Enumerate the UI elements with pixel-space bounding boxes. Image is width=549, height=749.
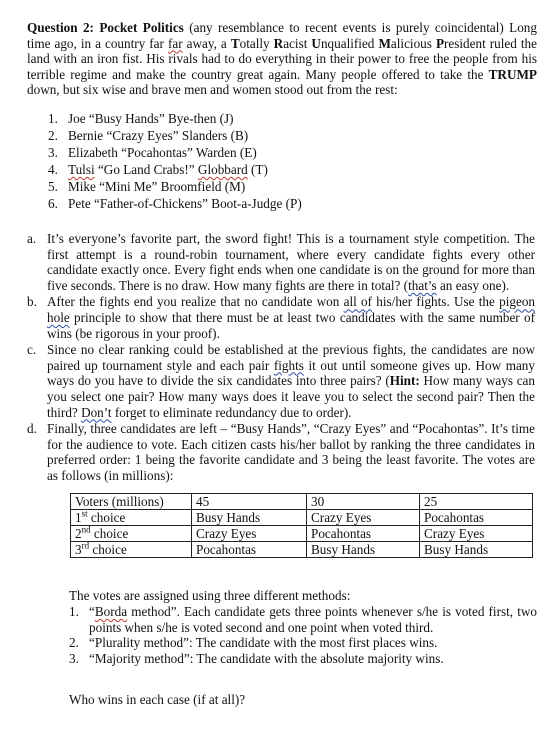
trump-bold: TRUMP xyxy=(488,66,537,82)
list-item: 4. Tulsi “Go Land Crabs!” Globbard (T) xyxy=(48,161,268,177)
list-item: 2. Bernie “Crazy Eyes” Slanders (B) xyxy=(48,127,249,143)
part-c: c. Since no clear ranking could be established at the previous fights, the candidates are now paired up tournament style and each pair fights it out until someone gives up. How many ways do you have to divide the six candidates into three pairs? (Hint: How many ways can you select one pair? How many ways does it leave you to select the second pair? Then the third? Don’t forget to eliminate redundancy due to order). xyxy=(27,342,536,420)
spelling-flag-far: far xyxy=(167,35,183,51)
part-b: b. After the fights end you realize that no candidate won all of his/her fights. Use the pigeon hole principle to show that there must be at least two candidates with the same number of wins (be rigorous in your proof). xyxy=(27,294,536,341)
table-row: 2nd choice Crazy Eyes Pocahontas Crazy Eyes xyxy=(71,526,533,542)
document-page xyxy=(27,20,537,708)
question-intro: Question 2: Pocket Politics (any resemblance to recent events is purely coincidental) Long time ago, in a country far far away, a Totally Racist Unqualified Malicious President ruled the land with an iron fist. His rivals had to do everything in their power to free the people from his terrible regime and make the country great again. Many people offered to take the TRUMP down, but six wise and brave men and women stood out from the rest: xyxy=(27,20,538,98)
question-heading: Question 2: Pocket Politics xyxy=(27,20,184,35)
list-item: 5. Mike “Mini Me” Broomfield (M) xyxy=(48,178,246,194)
closing-question: Who wins in each case (if at all)? xyxy=(69,692,246,708)
question-parts xyxy=(27,231,537,484)
candidate-list xyxy=(27,111,537,213)
part-a: a. It’s everyone’s favorite part, the sword fight! This is a tournament style competition. The first attempt is a round-robin tournament, where every candidate fights every other candidate exactly once. Every fight ends when one candidate is on the ground for more than five seconds. There is no draw. How many fights are there in total? (that’s an easy one). xyxy=(27,230,535,293)
list-item: 2. “Plurality method”: The candidate with the most first places wins. xyxy=(69,635,438,651)
list-item: 1. Joe “Busy Hands” Bye-then (J) xyxy=(48,110,234,126)
methods-intro: The votes are assigned using three different methods: xyxy=(69,588,351,604)
votes-table xyxy=(70,493,533,558)
list-item: 1. “Borda method”. Each candidate gets three points whenever s/he is voted first, two points when s/he is voted second and one point when voted third. xyxy=(69,604,537,635)
table-row: 3rd choice Pocahontas Busy Hands Busy Hands xyxy=(71,542,533,558)
list-item: 6. Pete “Father-of-Chickens” Boot-a-Judge (P) xyxy=(48,195,302,211)
part-d: d. Finally, three candidates are left – “Busy Hands”, “Crazy Eyes” and “Pocahontas”. It’s time for the audience to vote. Each citizen casts his/her ballot by ranking the three candidates in preferred order: 1 being the favorite candidate and 3 being the least favorite. The votes are as follows (in millions): xyxy=(27,421,535,483)
methods-list xyxy=(27,604,537,666)
table-row: 1st choice Busy Hands Crazy Eyes Pocahontas xyxy=(71,510,533,526)
table-header-row: Voters (millions) 45 30 25 xyxy=(71,494,533,510)
list-item: 3. Elizabeth “Pocahontas” Warden (E) xyxy=(48,144,257,160)
list-item: 3. “Majority method”: The candidate with the absolute majority wins. xyxy=(69,650,444,666)
